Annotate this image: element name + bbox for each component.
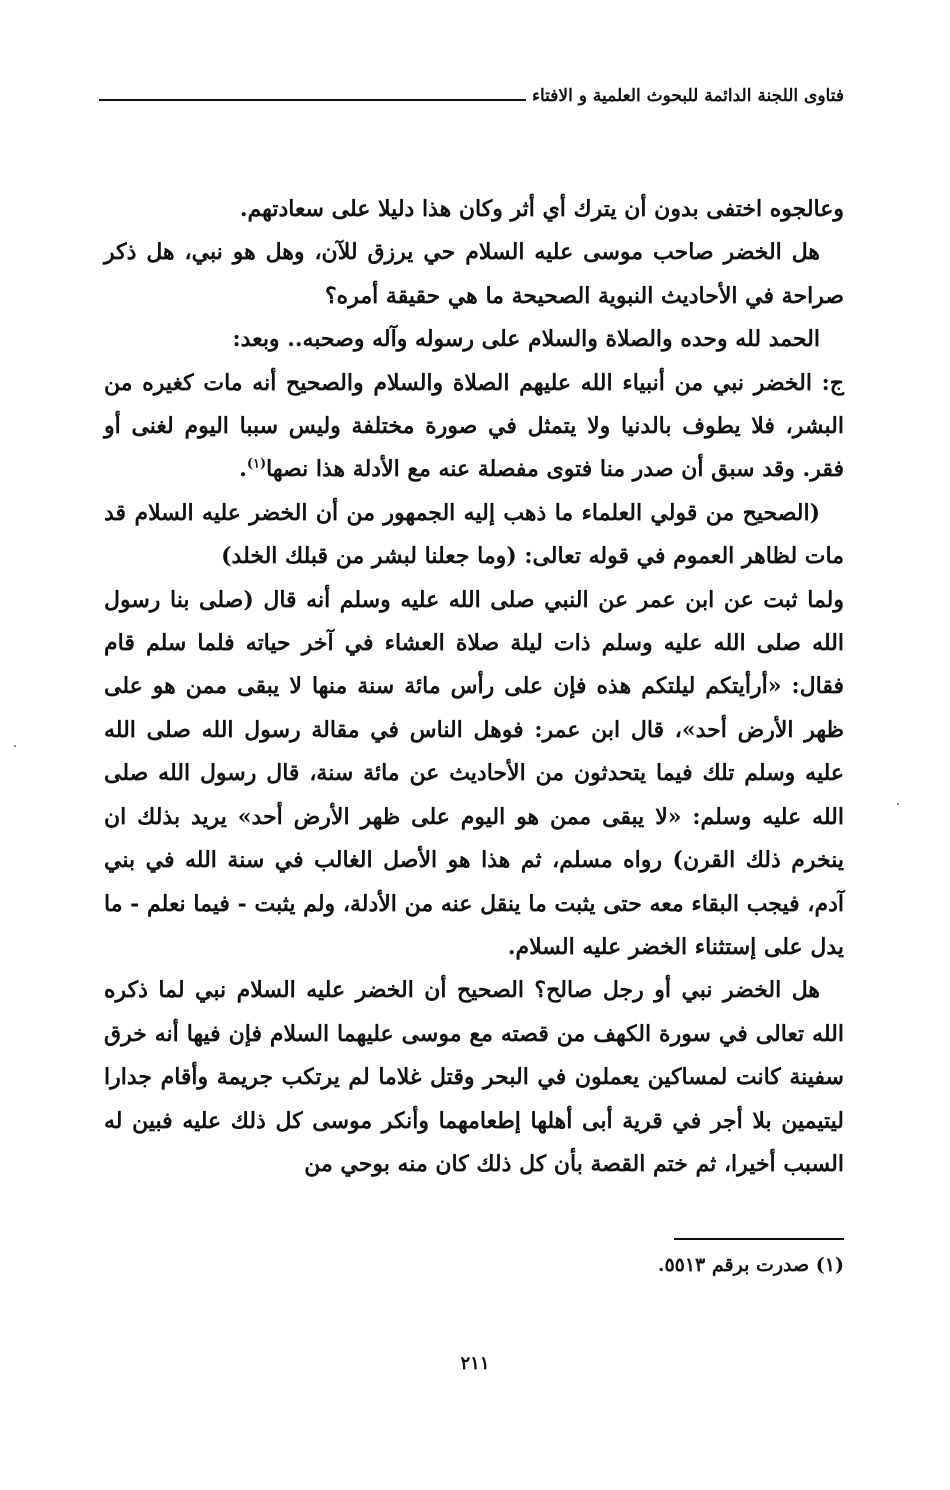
answer-text: ج: الخضر نبي من أنبياء الله عليهم الصلاة والسلام والصحيح أنه مات كغيره من البشر، فلا يطوف بالدنيا ولا يتمثل في صورة مختلفة وليس سببا اليوم لغنى أو فقر. وقد سبق أن صدر منا فتوى مفصلة عنه مع الأدلة هذا نصها xyxy=(104,369,844,483)
answer-end: . xyxy=(239,456,247,483)
question-paragraph: هل الخضر صاحب موسى عليه السلام حي يرزق للآن، وهل هو نبي، هل ذكر صراحة في الأحاديث النبوية الصحيحة ما هي حقيقة أمره؟ xyxy=(104,239,844,309)
body-text xyxy=(104,188,844,1186)
page-number: ٢١١ xyxy=(460,1353,490,1374)
scan-speck xyxy=(14,745,16,747)
footnote-rule xyxy=(674,1238,844,1240)
running-header xyxy=(99,86,844,106)
hadith-paragraph: ولما ثبت عن ابن عمر عن النبي صلى الله عليه وسلم أنه قال (صلى بنا رسول الله صلى الله عليه وسلم ذات ليلة صلاة العشاء في آخر حياته فلما سلم قام فقال: «أرأيتكم ليلتكم هذه فإن على رأس مائة سنة منها لا يبقى ممن هو على ظهر الأرض أحد»، قال ابن عمر: فوهل الناس في مقالة رسول الله صلى الله عليه وسلم تلك فيما يتحدثون من الأحاديث عن مائة سنة، قال رسول الله صلى الله عليه وسلم: «لا يبقى ممن هو اليوم على ظهر الأرض أحد» يريد بذلك ان ينخرم ذلك القرن) رواه مسلم، ثم هذا هو الأصل الغالب في سنة الله في بني آدم، فيجب البقاء معه حتى يثبت ما ينقل عنه من الأدلة، ولم يثبت - فيما نعلم - ما يدل على إستثناء الخضر عليه السلام. xyxy=(104,586,844,960)
header-rule xyxy=(99,99,526,101)
opening-praise: الحمد لله وحده والصلاة والسلام على رسوله وآله وصحبه.. وبعد: xyxy=(232,326,820,353)
footnote: (١) صدرت برقم ٥٥١٣. xyxy=(657,1254,844,1276)
footnote-marker: (١) xyxy=(246,457,267,473)
scan-speck xyxy=(897,803,899,805)
header-title: فتاوى اللجنة الدائمة للبحوث العلمية و الافتاء xyxy=(532,86,844,106)
quran-verse: (وما جعلنا لبشر من قبلك الخلد) xyxy=(221,543,517,570)
fatwa-quote-intro: (الصحيح من قولي العلماء ما ذهب إليه الجمهور من أن الخضر عليه السلام قد مات لظاهر العموم في قوله تعالى: xyxy=(104,499,844,570)
answer-paragraph xyxy=(104,362,844,492)
prophet-or-righteous-paragraph: هل الخضر نبي أو رجل صالح؟ الصحيح أن الخضر عليه السلام نبي لما ذكره الله تعالى في سورة الكهف من قصته مع موسى عليهما السلام فإن فيها أنه خرق سفينة كانت لمساكين يعملون في البحر وقتل غلاما لم يرتكب جريمة وأقام جدارا ليتيمين بلا أجر في قرية أبى أهلها إطعامهما وأنكر موسى كل ذلك عليه فبين له السبب أخيرا، ثم ختم القصة بأن كل ذلك كان منه بوحي من xyxy=(104,977,844,1177)
fatwa-quote-paragraph xyxy=(104,492,844,579)
paragraph-1: وعالجوه اختفى بدون أن يترك أي أثر وكان هذا دليلا على سعادتهم. xyxy=(239,196,844,222)
